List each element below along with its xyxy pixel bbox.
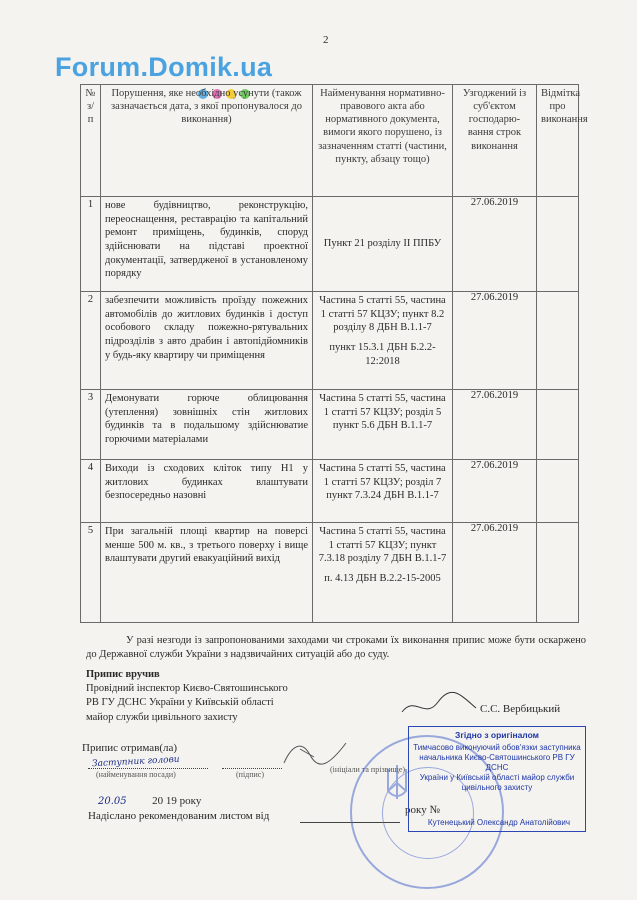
header-num: № з/п	[81, 85, 101, 197]
table-row	[81, 390, 579, 460]
header-violation: Порушення, яке необхідно усунути (також зазначається дата, з якої пропонувалося до виконання)	[101, 85, 313, 197]
row-violation: забезпечити можливість проїзду пожежних автомобілів до житлових будинків і доступ особового складу пожежно-рятувальних підрозділів з авто драбин і автопідйомників у будь-яку квартиру чи приміщення	[101, 292, 313, 390]
inspector-line: Провідний інспектор Києво-Святошинського	[86, 683, 288, 695]
header-requirement: Найменування нормативно-правового акта або нормативного документа, вимоги якого порушено, із зазначенням статті (частини, пункту, абзацу тощо)	[313, 85, 453, 197]
requirement-text: Частина 5 статті 55, частина 1 статті 57 КЦЗУ; розділ 7 пункт 7.3.24 ДБН В.1.1-7	[319, 463, 446, 502]
row-date: 27.06.2019	[453, 460, 537, 523]
stamp-line: начальника Києво-Святошинського РВ ГУ ДСНС	[419, 752, 575, 772]
row-num: 1	[81, 197, 101, 292]
date-handwritten: 20.05	[98, 796, 127, 807]
appeal-paragraph: У разі незгоди із запропонованими заходами чи строками їх виконання припис може бути оскаржено до Державної служби України з надзвичайних ситуацій або до суду.	[86, 635, 586, 661]
requirement-text: пункт 15.3.1 ДБН Б.2.2-12:2018	[329, 341, 436, 367]
row-requirement	[313, 390, 453, 460]
certified-copy-stamp	[408, 726, 586, 832]
table-row	[81, 197, 579, 292]
stamp-line: України у Київській області майор служби	[419, 772, 575, 782]
table-row	[81, 523, 579, 623]
table-header-row	[81, 85, 579, 197]
row-date: 27.06.2019	[453, 390, 537, 460]
table-row	[81, 460, 579, 523]
inspector-line: РВ ГУ ДСНС України у Київській області	[86, 697, 274, 709]
stamp-line: цивільного захисту	[461, 782, 533, 792]
requirement-text: Пункт 21 розділу ІІ ППБУ	[323, 238, 442, 250]
date-block	[98, 795, 201, 807]
table-row	[81, 292, 579, 390]
page-number: 2	[323, 34, 329, 46]
stamp-signer: Кутенецький Олександр Анатолійович	[427, 818, 571, 827]
row-requirement	[313, 292, 453, 390]
requirement-text: Частина 5 статті 55, частина 1 статті 57 КЦЗУ; розділ 5 пункт 5.6 ДБН В.1.1-7	[319, 393, 446, 432]
position-caption: (найменування посади)	[96, 770, 176, 779]
inspector-name: С.С. Вербицький	[480, 703, 561, 715]
row-mark	[537, 523, 579, 623]
sent-text: Надіслано рекомендованим листом від	[88, 810, 270, 822]
handwritten-position: Заступник голови	[91, 754, 180, 770]
requirement-text: п. 4.13 ДБН В.2.2-15-2005	[324, 572, 441, 584]
row-violation: нове будівництво, реконструкцію, переоснащення, реставрацію та капітальний ремонт приміщень, будинків, споруд здійснювати на підставі проектної документації, затвердженої в установленому порядку	[101, 197, 313, 292]
initials-caption: (ініціали та прізвище)	[330, 765, 406, 774]
watermark-logo: Forum.Domik.ua	[55, 52, 273, 82]
row-violation: При загальній площі квартир на поверсі менше 500 м. кв., з третього поверху і вище влаштувати другий евакуаційний вихід	[101, 523, 313, 623]
row-mark	[537, 390, 579, 460]
signature-caption: (підпис)	[236, 770, 265, 779]
position-line	[88, 768, 208, 769]
row-date: 27.06.2019	[453, 197, 537, 292]
row-requirement	[313, 197, 453, 292]
requirement-text: Частина 5 статті 55, частина 1 статті 57 КЦЗУ; пункт 7.3.18 розділу 7 ДБН В.1.1-7	[318, 526, 447, 565]
row-requirement	[313, 460, 453, 523]
inspector-block	[86, 668, 586, 725]
row-violation: Виходи із сходових кліток типу Н1 у житлових будинках влаштувати безпосередньо назовні	[101, 460, 313, 523]
row-num: 2	[81, 292, 101, 390]
inspector-line: майор служби цивільного захисту	[86, 711, 238, 723]
row-date: 27.06.2019	[453, 292, 537, 390]
sent-no: року №	[405, 804, 440, 816]
year-text: 20 19 року	[152, 795, 202, 807]
received-label: Припис отримав(ла)	[82, 742, 178, 754]
row-mark	[537, 197, 579, 292]
violations-table	[80, 84, 588, 623]
row-requirement	[313, 523, 453, 623]
header-agreement: Узгоджений із суб'єктом господарю-вання строк виконання	[453, 85, 537, 197]
row-violation: Демонувати горюче облицювання (утеплення) зовнішніх стін житлових будинків та в подальшому здійснюватие горючими матеріалами	[101, 390, 313, 460]
inspector-signature	[400, 690, 480, 720]
handed-label: Припис вручив	[86, 669, 160, 680]
row-date: 27.06.2019	[453, 523, 537, 623]
row-num: 3	[81, 390, 101, 460]
requirement-text: Частина 5 статті 55, частина 1 статті 57 КЦЗУ; пункт 8.2 розділу 8 ДБН В.1.1-7	[319, 295, 446, 334]
signature-line	[222, 768, 282, 769]
stamp-line: Тимчасово виконуючий обов'язки заступника	[413, 742, 581, 752]
stamp-title: Згідно з оригіналом	[455, 730, 539, 740]
row-mark	[537, 292, 579, 390]
row-num: 5	[81, 523, 101, 623]
header-mark: Відмітка про виконання	[537, 85, 579, 197]
row-mark	[537, 460, 579, 523]
row-num: 4	[81, 460, 101, 523]
